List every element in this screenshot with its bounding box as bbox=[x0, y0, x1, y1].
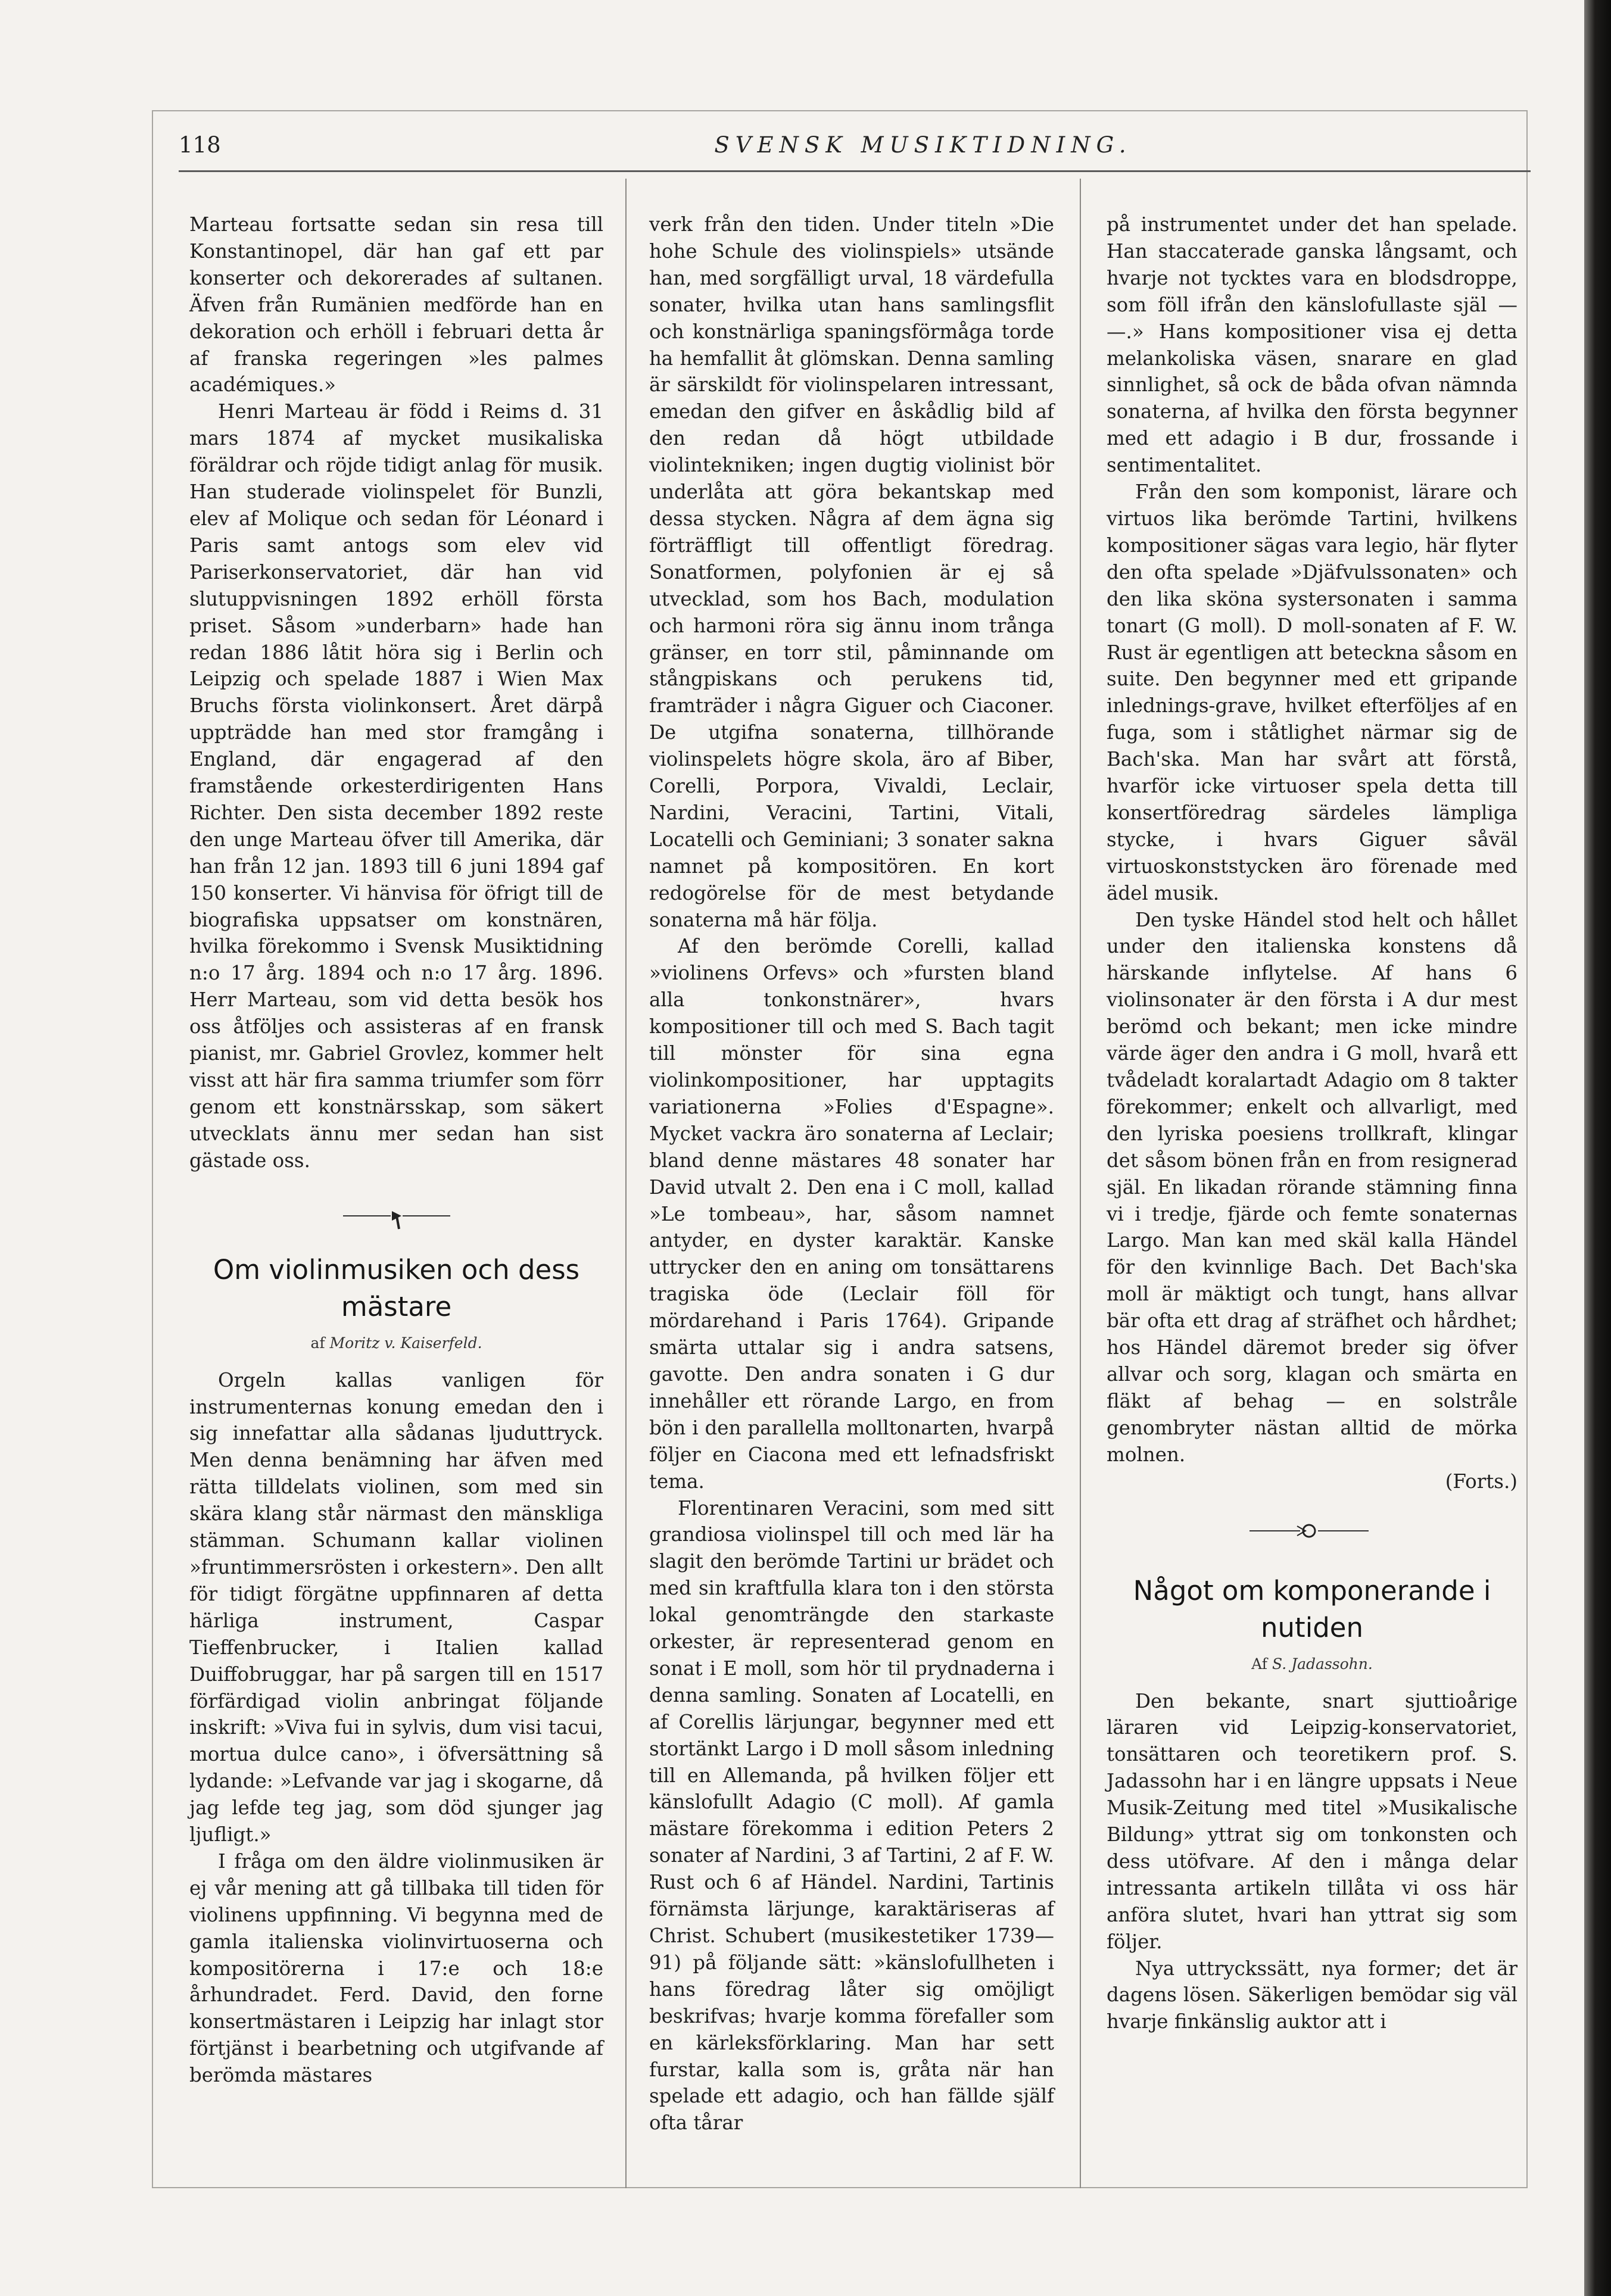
column-3 bbox=[1107, 211, 1517, 2035]
paragraph: Den bekante, snart sjuttioårige läraren vid Leipzig-konservatoriet, tonsättaren och teoretikern prof. S. Jadassohn har i en längre uppsats i Neue Musik-Zeitung med titel »Musikalische Bildung» yttrat sig om tonkonsten och dess utöfvare. Af den i många delar intressanta artikeln tillåta vi oss här anföra slutet, hvari han yttrat sig som följer. bbox=[1107, 1689, 1517, 1953]
paragraph: verk från den tiden. Under titeln »Die hohe Schule des violinspiels» utsände han, med sorgfälligt urval, 18 värdefulla sonater, hvilka utan hans samlingsflit och konstnärliga spaningsförmåga torde ha hemfallit åt glömskan. Denna samling är särskildt för violinspelaren intressant, emedan den gifver en åskådlig bild af den redan då högt utbildade violintekniken; ingen dugtig violinist bör underlåta att göra bekantskap med dessa stycken. Några af dem ägna sig förträffligt till offentligt föredrag. Sonatformen, polyfonien är ej så utvecklad, som hos Bach, modulation och harmoni röra sig ännu inom trånga gränser, en torr stil, påminnande om stångpiskans och perukens tid, framträder i några Giguer och Ciaconer. De utgifna sonaterna, tillhörande violinspelets högre skola, äro af Biber, Corelli, Porpora, Vivaldi, Leclair, Nardini, Veracini, Tartini, Vitali, Locatelli och Geminiani; 3 sonater sakna namnet på kompositören. En kort redogörelse för de mest betydande sonaterna må här följa. bbox=[649, 213, 1054, 931]
journal-title: SVENSK MUSIKTIDNING. bbox=[714, 132, 1132, 158]
paragraph: I fråga om den äldre violinmusiken är ej vår mening att gå tillbaka till tiden för violinens uppfinning. Vi begynna med de gamla italienska violinvirtuoserna och kompositörerna i 17:e och 18:e århundradet. Ferd. David, den forne konsertmästaren i Leipzig har inlagt stor förtjänst i bearbetning och utgifvande af berömda mästares bbox=[189, 1849, 603, 2087]
byline-prefix: Af bbox=[1251, 1655, 1268, 1673]
running-head bbox=[179, 132, 1531, 168]
column-1 bbox=[189, 211, 603, 2089]
paragraph: Den tyske Händel stod helt och hållet under den italienska konstens då härskande inflytelse. Af hans 6 violinsonater är den första i A dur mest berömd och bekant; men icke mindre värde äger den andra i G moll, hvarå ett tvådeladt koralartadt Adagio om 8 takter förekommer; enkelt och allvarligt, med den lyriska poesiens trollkraft, klingar det såsom bönen från en from resignerad själ. En likadan rörande stämning finna vi i tredje, fjärde och femte sonaternas Largo. Man kan med skäl kalla Händel för den kvinnlige Bach. Det Bach'ska moll är mäktigt och tungt, hans allvar bär ofta ett drag af sträfhet och hårdhet; hos Händel däremot breder sig öfver allvar och sorg, klagan och smärta en fläkt af behag — en solstråle genombryter nästan alltid de mörka molnen. bbox=[1107, 908, 1517, 1466]
paragraph: Nya uttryckssätt, nya former; det är dagens lösen. Säkerligen bemödar sig väl hvarje finkänslig auktor att i bbox=[1107, 1957, 1517, 2033]
article-title: Om violinmusiken och dess mästare bbox=[213, 1253, 580, 1322]
column-rule-right bbox=[1080, 179, 1081, 2188]
column-2 bbox=[649, 211, 1054, 2136]
section-ornament bbox=[1107, 1495, 1517, 1561]
paragraph: Henri Marteau är född i Reims d. 31 mars 1874 af mycket musikaliska föräldrar och röjde tidigt anlag för musik. Han studerade violinspelet för Bunzli, elev af Molique och sedan för Léonard i Paris samt antogs som elev vid Pariserkonservatoriet, där han vid slutuppvisningen 1892 erhöll första priset. Såsom »underbarn» hade han redan 1886 låtit höra sig i Berlin och Leipzig och spelade 1887 i Wien Max Bruchs första violinkonsert. Året därpå uppträdde han med stor framgång i England, där engagerad af den framstående orkesterdirigenten Hans Richter. Den sista december 1892 reste den unge Marteau öfver till Amerika, där han från 12 jan. 1893 till 6 juni 1894 gaf 150 konserter. Vi hänvisa för öfrigt till de biografiska uppsatser om konstnären, hvilka förekommo i Svensk Musiktidning n:o 17 årg. 1894 och n:o 17 årg. 1896. Herr Marteau, som vid detta besök hos oss åtföljes och assisteras af en fransk pianist, mr. Gabriel Grovlez, kommer helt visst att här fira samma triumfer som förr genom ett konstnärsskap, som säkert utvecklats ännu mer sedan han sist gästade oss. bbox=[189, 400, 603, 1172]
paragraph: Florentinaren Veracini, som med sitt grandiosa violinspel till och med lär ha slagit den berömde Tartini ur brädet och med sin kraftfulla klara ton i den största lokal genomträngde den starkaste orkester, är representerad genom en sonat i E moll, som hör til prydnaderna i denna samling. Sonaten af Locatelli, en af Corellis lärjungar, begynner med ett stortänkt Largo i D moll såsom inledning till en Allemanda, på hvilken följer ett känslofullt Adagio (C moll). Af gamla mästare förekomma i edition Peters 2 sonater af Nardini, 3 af Tartini, 2 af F. W. Rust och 6 af Händel. Nardini, Tartinis förnämsta lärjunge, karaktäriseras af Christ. Schubert (musikestetiker 1739—91) på följande sätt: »känslofullheten i hans föredrag låter sig omöjligt beskrifvas; hvarje komma förefaller som en kärleksförklaring. Man har sett furstar, kalla som is, gråta när han spelade ett adagio, och han fällde själf ofta tårar bbox=[649, 1496, 1054, 2135]
byline-author: S. Jadassohn. bbox=[1272, 1655, 1373, 1673]
byline-prefix: af bbox=[310, 1334, 325, 1352]
header-rule bbox=[179, 170, 1531, 172]
page-number: 118 bbox=[179, 132, 221, 158]
byline bbox=[1107, 1652, 1517, 1676]
byline bbox=[189, 1331, 603, 1355]
article-title: Något om komponerande i nutiden bbox=[1133, 1574, 1491, 1643]
byline-author: Moritz v. Kaiserfeld. bbox=[329, 1334, 482, 1352]
scan-edge bbox=[1584, 0, 1611, 2296]
continuation-note: (Forts.) bbox=[1445, 1470, 1517, 1493]
paragraph: Marteau fortsatte sedan sin resa till Konstantinopel, där han gaf ett par konserter och dekorerades af sultanen. Äfven från Rumänien medförde han en dekoration och erhöll i februari detta år af franska regeringen »les palmes académiques.» bbox=[189, 213, 603, 397]
paragraph: Af den berömde Corelli, kallad »violinens Orfevs» och »fursten bland alla tonkonstnärer», hvars kompositioner till och med S. Bach tagit till mönster för sina egna violinkompositioner, har upptagits variationerna »Folies d'Espagne». Mycket vackra äro sonaterna af Leclair; bland denne mästares 48 sonater har David utvalt 2. Den ena i C moll, kallad »Le tombeau», har, såsom namnet antyder, en dyster karaktär. Kanske uttrycker den en aning om tonsättarens tragiska öde (Leclair föll för mördarehand i Paris 1764). Gripande smärta uttalar sig i andra satsens, gavotte. Den andra sonaten i G dur innehåller ett rörande Largo, en from bön i den parallella molltonarten, hvarpå följer en Ciacona med ett lefnadsfriskt tema. bbox=[649, 935, 1054, 1493]
paragraph: på instrumentet under det han spelade. Han staccaterade ganska långsamt, och hvarje not tycktes vara en blodsdroppe, som föll ifrån den känslofullaste själ — —.» Hans kompositioner visa ej detta melankoliska väsen, snarare en glad sinnlighet, så ock de båda ofvan nämnda sonaterna, af hvilka den första begynner med ett adagio i B dur, frossande i sentimentalitet. bbox=[1107, 213, 1517, 477]
section-ornament bbox=[189, 1174, 603, 1240]
paragraph: Orgeln kallas vanligen för instrumenternas konung emedan den i sig innefattar alla sådanas ljuduttryck. Men denna benämning har äfven med rätta tilldelats violinen, som med sin skära klang står närmast den mänskliga stämman. Schumann kallar violinen »fruntimmersrösten i orkestern». Den allt för tidigt förgätne uppfinnaren af detta härliga instrument, Caspar Tieffenbrucker, i Italien kallad Duiffobruggar, har på sargen till en 1517 förfärdigad violin anbringat följande inskrift: »Viva fui in sylvis, dum visi tacui, mortua dulce cano», i öfversättning så lydande: »Lefvande var jag i skogarne, då jag lefde teg jag, som död sjunger jag ljufligt.» bbox=[189, 1368, 603, 1846]
paragraph: Från den som komponist, lärare och virtuos lika berömde Tartini, hvilkens kompositioner sägas vara legio, här flyter den ofta spelade »Djäfvulssonaten» och den lika sköna systersonaten i samma tonart (G moll). D moll-sonaten af F. W. Rust är egentligen att beteckna såsom en suite. Den begynner med ett gripande inlednings-grave, hvilket efterföljes af en fuga, som i ståtlighet närmar sig de Bach'ska. Man har svårt att förstå, hvarför icke virtuoser spela detta till konsertföredrag särdeles lämpliga stycke, i hvars Giguer såväl virtuoskonststycken äro förenade med ädel musik. bbox=[1107, 481, 1517, 904]
ornament-icon bbox=[1244, 1513, 1375, 1549]
column-rule-left bbox=[625, 179, 627, 2188]
ornament-icon bbox=[337, 1198, 456, 1234]
